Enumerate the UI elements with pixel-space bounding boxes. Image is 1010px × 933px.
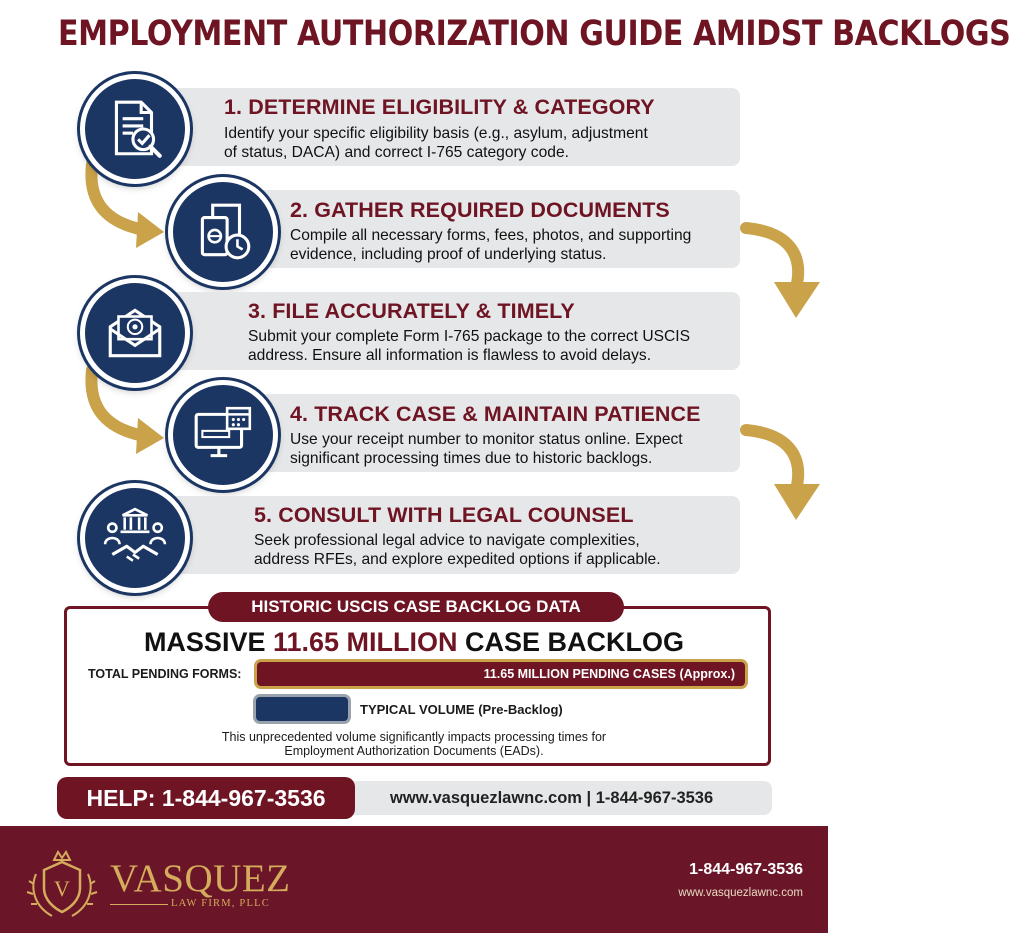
step-heading: 2. GATHER REQUIRED DOCUMENTS	[290, 198, 670, 222]
headline-highlight: 11.65 MILLION	[272, 627, 458, 657]
courthouse-handshake-icon	[80, 483, 190, 593]
step-heading: 1. DETERMINE ELIGIBILITY & CATEGORY	[224, 95, 655, 119]
headline-text: CASE BACKLOG	[457, 627, 685, 657]
curved-arrow-icon	[738, 424, 828, 524]
headline-text: MASSIVE	[143, 627, 273, 657]
step-description-line: evidence, including proof of underlying status.	[290, 246, 607, 263]
step-description-line: Identify your specific eligibility basis (e.g., asylum, adjustment	[224, 125, 648, 142]
step-description-line: Use your receipt number to monitor status online. Expect	[290, 431, 683, 448]
page-title: EMPLOYMENT AUTHORIZATION GUIDE AMIDST BACKLOGS	[57, 14, 1010, 54]
monitor-calendar-icon	[168, 380, 278, 490]
svg-text:V: V	[54, 876, 70, 901]
logo-divider	[110, 904, 168, 905]
note-line: Employment Authorization Documents (EADs).	[284, 744, 544, 758]
footer	[0, 826, 828, 933]
firm-subtitle: LAW FIRM, PLLC	[171, 898, 270, 909]
note-line: This unprecedented volume significantly impacts processing times for	[221, 730, 607, 744]
step-description-line: significant processing times due to historic backlogs.	[290, 450, 653, 467]
backlog-section-tag: HISTORIC USCIS CASE BACKLOG DATA	[208, 592, 624, 622]
law-firm-crest-icon	[22, 844, 102, 924]
step-heading: 4. TRACK CASE & MAINTAIN PATIENCE	[290, 402, 701, 426]
step-description-line: Seek professional legal advice to navigate complexities,	[254, 532, 640, 549]
backlog-headline	[0, 627, 828, 658]
step-description-line: of status, DACA) and correct I-765 category code.	[224, 144, 569, 161]
pending-bar	[254, 659, 748, 689]
step-description-line: Compile all necessary forms, fees, photos, and supporting	[290, 227, 692, 244]
step-description-line: address. Ensure all information is flawless to avoid delays.	[248, 347, 652, 364]
step-description-line: Submit your complete Form I-765 package to the correct USCIS	[248, 328, 691, 345]
firm-name: VASQUEZ	[110, 857, 291, 900]
document-search-icon	[80, 74, 190, 184]
curved-arrow-icon	[738, 222, 828, 322]
step-heading: 5. CONSULT WITH LEGAL COUNSEL	[254, 503, 634, 527]
passport-documents-clock-icon	[168, 177, 278, 287]
step-heading: 3. FILE ACCURATELY & TIMELY	[248, 299, 575, 323]
typical-volume-bar	[253, 694, 351, 724]
backlog-note	[0, 730, 828, 758]
footer-phone[interactable]: 1-844-967-3536	[689, 861, 803, 878]
help-phone-button[interactable]: HELP: 1-844-967-3536	[57, 777, 355, 819]
envelope-seal-icon	[80, 278, 190, 388]
pending-label: TOTAL PENDING FORMS:	[88, 667, 242, 681]
pending-bar-text: 11.65 MILLION PENDING CASES (Approx.)	[483, 667, 735, 681]
typical-volume-label: TYPICAL VOLUME (Pre-Backlog)	[360, 702, 563, 717]
footer-url[interactable]: www.vasquezlawnc.com	[678, 887, 803, 899]
contact-info[interactable]: www.vasquezlawnc.com | 1-844-967-3536	[340, 781, 772, 815]
step-description-line: address RFEs, and explore expedited options if applicable.	[254, 551, 661, 568]
